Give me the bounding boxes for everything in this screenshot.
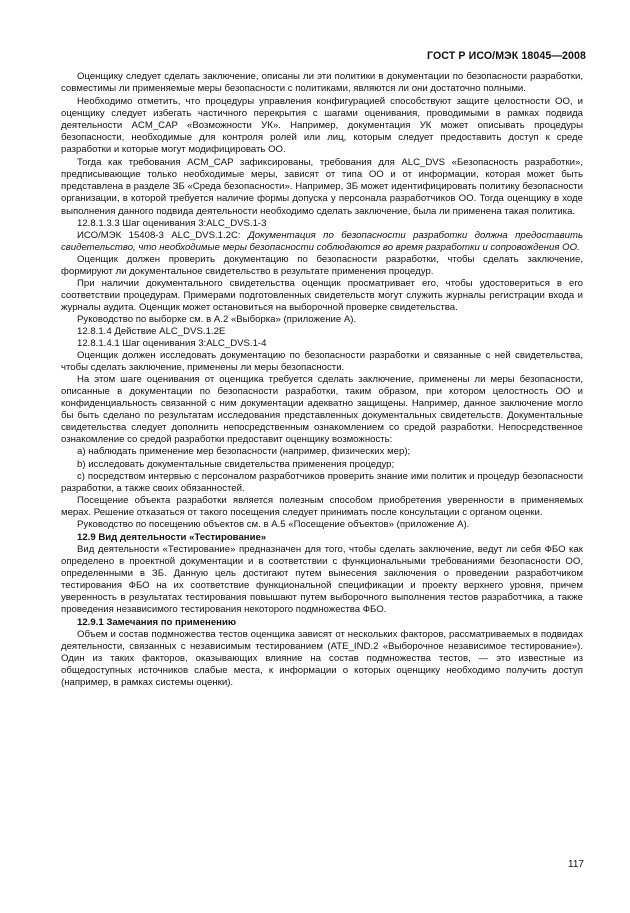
paragraph: Оценщик должен проверить документацию по безопасности разработки, чтобы сделать заключение, формируют ли документальное свидетельство в результате применения процедур. <box>61 253 583 277</box>
requirement-ref: ИСО/МЭК 15408-3 ALC_DVS.1.2C: <box>77 229 241 241</box>
paragraph: Руководство по выборке см. в А.2 «Выборка» (приложение А). <box>77 313 357 325</box>
paragraph: Посещение объекта разработки является полезным способом приобретения уверенности в применяемых мерах. Решение отказаться от такого посещения следует принимать после консультации с органом оценки. <box>61 494 583 518</box>
paragraph: При наличии документального свидетельства оценщик просматривает его, чтобы удостовериться в его соответствии процедурам. Примерами подготовленных свидетельств могут служить журналы регистрации входа и журналы аудита. Оценщик может остановиться на выборочной проверке свидетельства. <box>61 277 583 313</box>
list-item: b) исследовать документальные свидетельства применения процедур; <box>77 458 395 470</box>
list-item: c) посредством интервью с персоналом разработчиков проверить знание ими политик и процедур безопасности разработки, а также своих обязанностей. <box>61 470 583 494</box>
page-body <box>61 71 583 689</box>
paragraph: Оценщик должен исследовать документацию по безопасности разработки и связанные с ней свидетельства, чтобы сделать заключение, применены ли меры безопасности. <box>61 350 583 374</box>
list-item: а) наблюдать применение мер безопасности (например, физических мер); <box>77 446 411 458</box>
paragraph: Необходимо отметить, что процедуры управления конфигурацией способствуют защите целостности ОО, и оценщику следует избегать частичного перекрытия с шагами оценивания, проводимыми в рамках подвида деятельности ACM_CAP «Возможности УК». Например, документация УК может описывать процедуры безопасности, необходимые для контроля ролей или лиц, которым следует предоставить доступ к среде разработки и которые могут модифицировать ОО. <box>61 96 583 156</box>
standard-requirement <box>61 230 583 254</box>
paragraph: Объем и состав подмножества тестов оценщика зависят от нескольких факторов, рассматриваемых в подвидах деятельности, связанных с независимым тестированием (ATE_IND.2 «Выборочное независимое тестирование»). Один из таких факторов, оказывающих влияние на состав подмножества тестов, — это известные из общедоступных источников слабые места, к информации о которых оценщику необходимо получить доступ (например, в рамках системы оценки). <box>61 629 583 689</box>
paragraph: Тогда как требования ACM_CAP зафиксированы, требования для ALC_DVS «Безопасность разработки», предписывающие только необходимые меры, зависят от типа ОО и от информации, которая может быть представлена в разделе ЗБ «Среда безопасности». Например, ЗБ может идентифицировать политику безопасности организации, в которой требуется наличие формы допуска у персонала разработчиков ОО. Тогда оценщику в ходе выполнения данного подвида деятельности необходимо сделать заключение, была ли применена такая политика. <box>61 157 583 217</box>
step-heading: 12.8.1.3.3 Шаг оценивания 3:ALC_DVS.1-3 <box>77 217 267 229</box>
step-heading: 12.8.1.4.1 Шаг оценивания 3:ALC_DVS.1-4 <box>77 338 267 350</box>
paragraph: Руководство по посещению объектов см. в А.5 «Посещение объектов» (приложение А). <box>77 518 470 530</box>
document-header: ГОСТ Р ИСО/МЭК 18045—2008 <box>427 50 586 62</box>
subsection-heading: 12.9.1 Замечания по применению <box>77 617 237 629</box>
action-heading: 12.8.1.4 Действие ALC_DVS.1.2E <box>77 325 226 337</box>
requirement-text: Документация по безопасности разработки должна предоставить свидетельство, что необходимые меры безопасности соблюдаются во время разработки и сопровождения ОО. <box>61 229 584 253</box>
paragraph: Оценщику следует сделать заключение, описаны ли эти политики в документации по безопасности разработки, совместимы ли применяемые меры безопасности с политиками, являются ли они достаточно полными. <box>61 71 583 95</box>
paragraph: Вид деятельности «Тестирование» предназначен для того, чтобы сделать заключение, ведут ли себя ФБО как определено в проектной документации и в соответствии с функциональными требованиями безопасности ОО, определенными в ЗБ. Данную цель достигают путем вынесения заключения о проведении разработчиком тестирования ФБО на их соответствие функциональной спецификации и проекту верхнего уровня, причем уверенность в результатах тестирования повышают путем выборочного выполнения тестов разработчика, а также проведения независимого тестирования некоторого подмножества ФБО. <box>61 543 583 616</box>
paragraph: На этом шаге оценивания от оценщика требуется сделать заключение, применены ли меры безопасности, описанные в документации по безопасности разработки, таким образом, при котором целостность ОО и конфиденциальность связанной с ним документации адекватно защищены. Например, данное заключение могло бы быть сделано по результатам исследования представленных документальных свидетельств. Документальные свидетельства следует дополнить непосредственным ознакомлением со средой разработки. Непосредственное ознакомление со средой разработки предоставит оценщику возможность: <box>61 374 583 446</box>
page-number: 117 <box>568 859 584 870</box>
section-heading: 12.9 Вид деятельности «Тестирование» <box>77 531 267 543</box>
